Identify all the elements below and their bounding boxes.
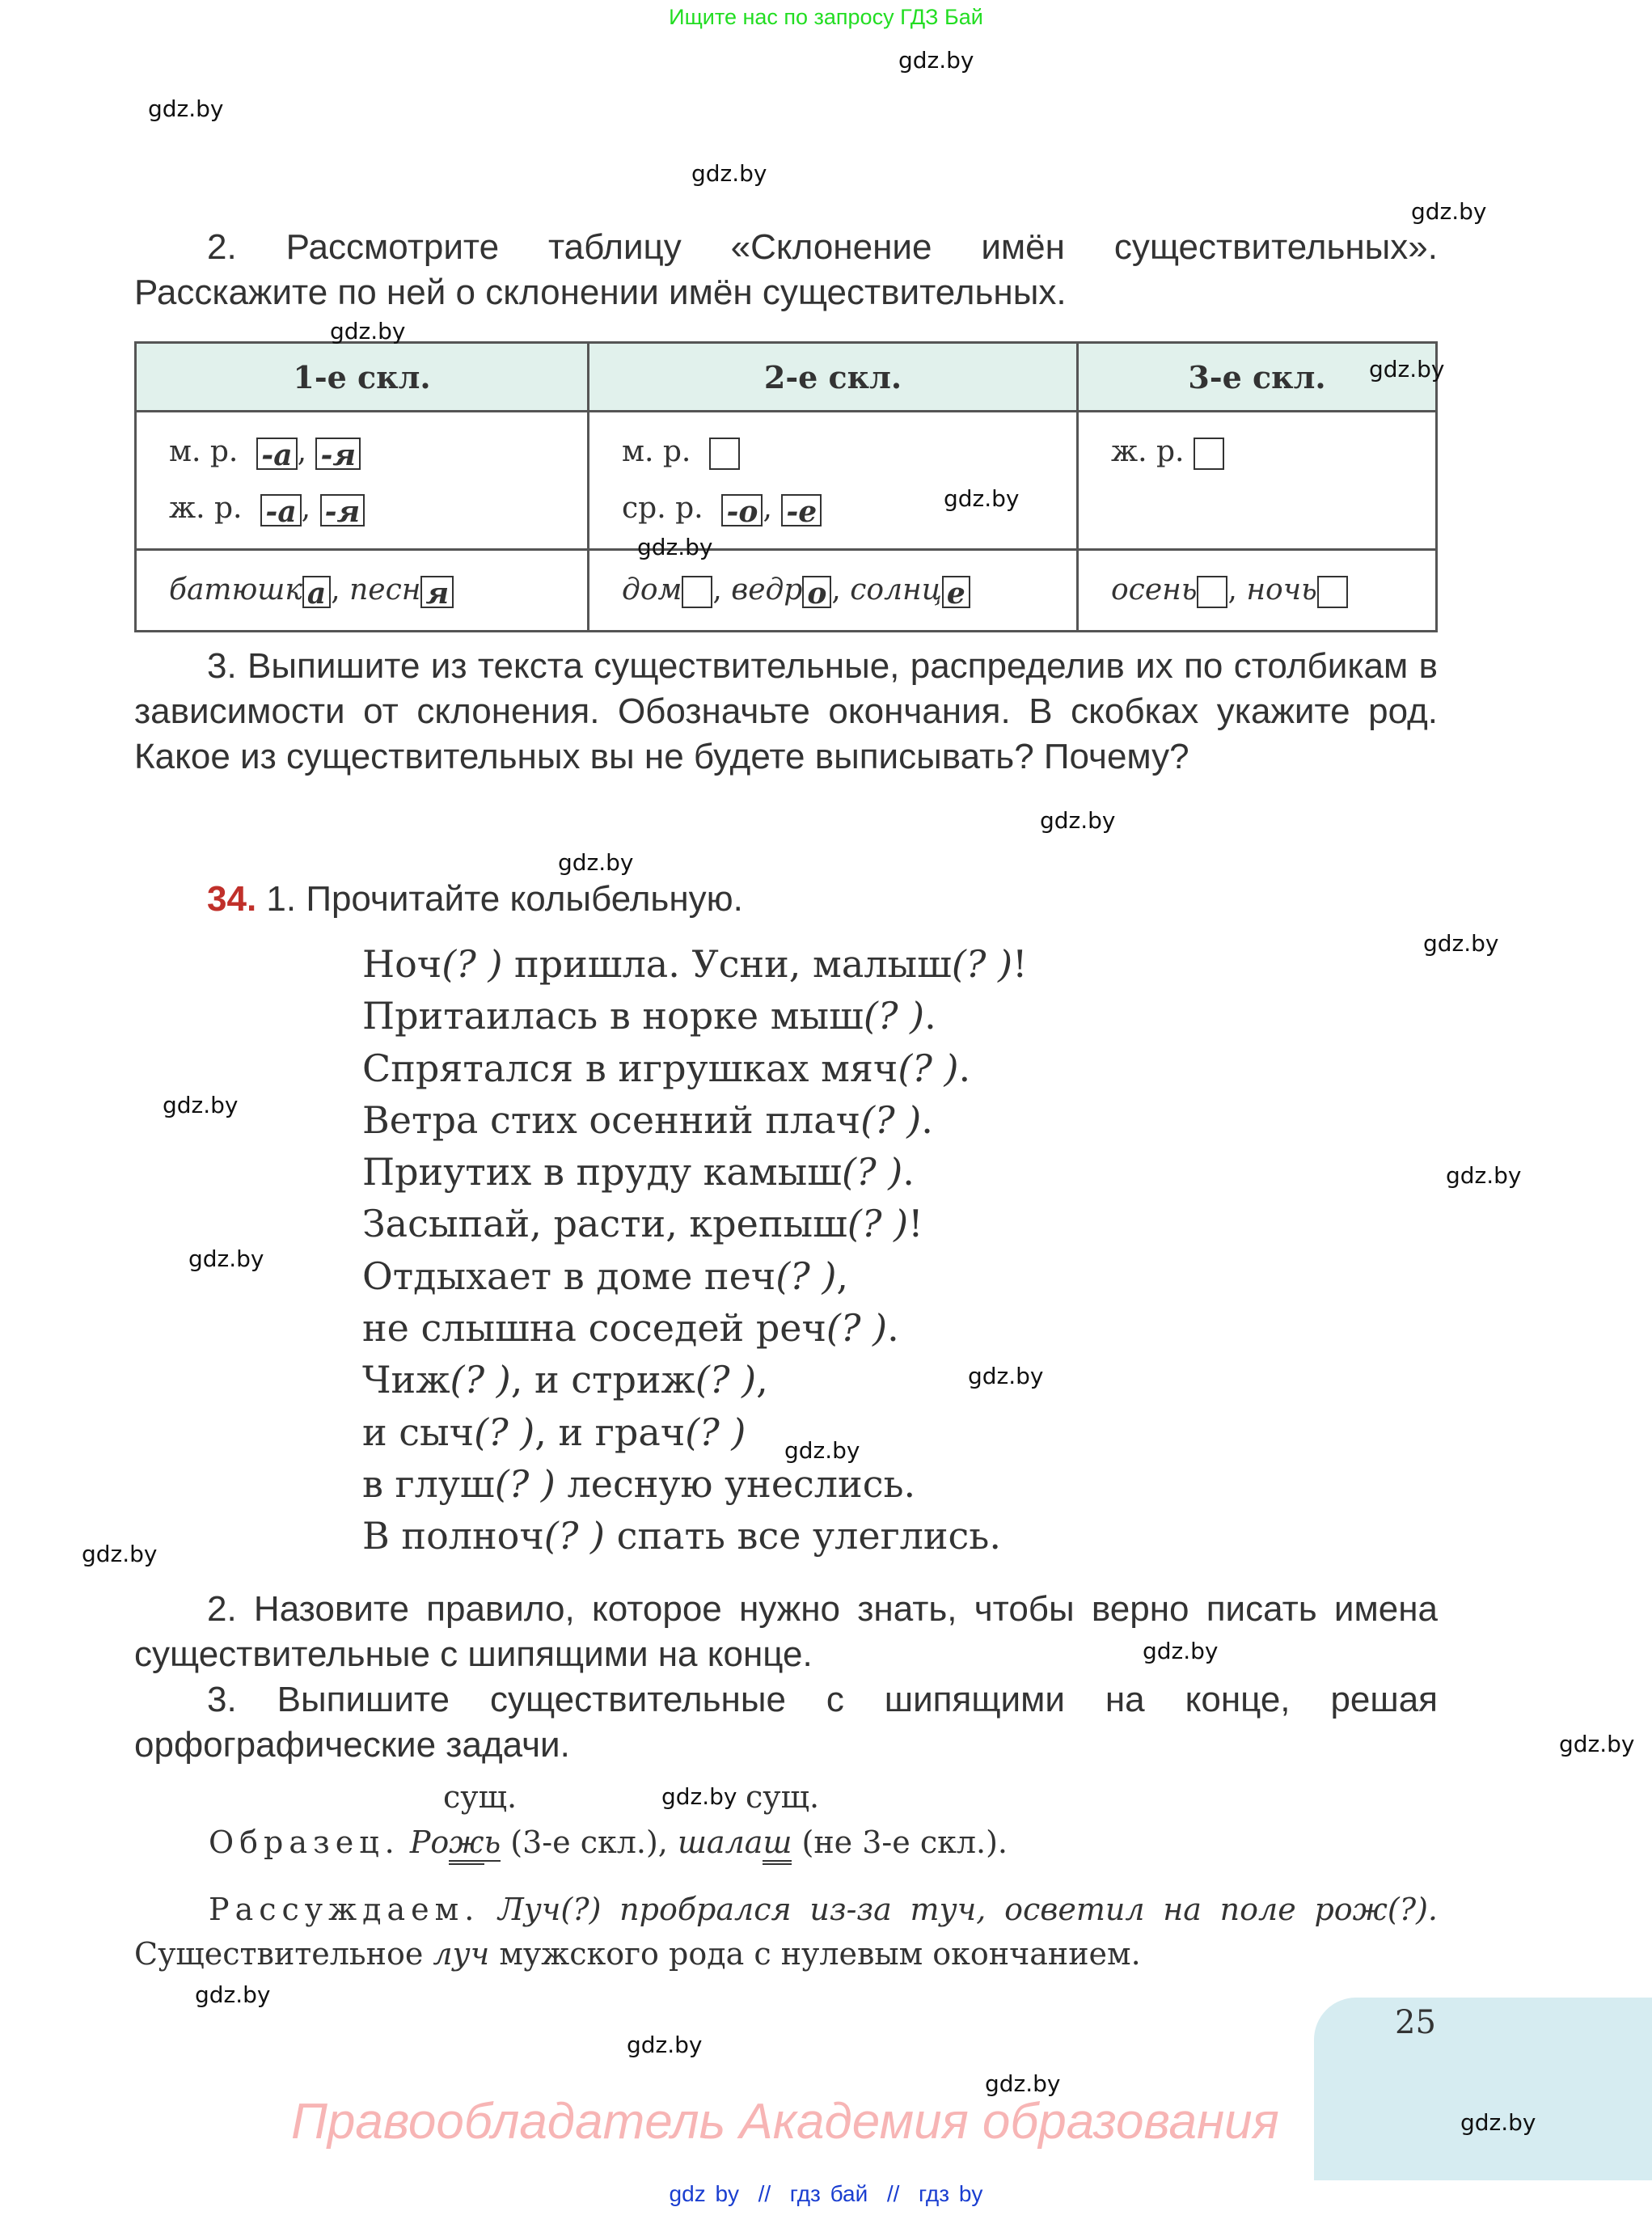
gdz-watermark: gdz.by xyxy=(1369,356,1445,383)
missing-letter-marker: (? ) xyxy=(775,1254,837,1298)
footer-link-gdz-bai[interactable]: гдз бай xyxy=(789,2181,868,2206)
ending-box: я xyxy=(420,576,454,608)
poem-line: В полноч(? ) спать все улеглись. xyxy=(362,1514,1001,1558)
decl2-neut-line: ср. р. -о , -е xyxy=(622,480,1044,537)
poem-line: Отдыхает в доме печ(? ), xyxy=(362,1254,849,1298)
poem-line: Притаилась в норке мыш(? ). xyxy=(362,994,936,1038)
gdz-watermark: gdz.by xyxy=(784,1437,860,1464)
gdz-watermark: gdz.by xyxy=(1559,1731,1635,1757)
ending-box: а xyxy=(302,576,331,608)
missing-letter-marker: (? ) xyxy=(842,1150,903,1194)
missing-letter-marker: (? ) xyxy=(847,1202,909,1246)
gdz-watermark: gdz.by xyxy=(148,95,224,122)
ending-box: -я xyxy=(320,494,365,526)
zero-ending-box xyxy=(709,438,740,470)
page-number-tab xyxy=(1314,1998,1652,2180)
gdz-watermark: gdz.by xyxy=(1446,1162,1522,1189)
decl1-masc-line: м. р. -а , -я xyxy=(169,424,555,480)
missing-letter-marker: (? ) xyxy=(442,942,503,986)
poem-line: Спрятался в игрушках мяч(? ). xyxy=(362,1046,971,1090)
poem-line: Чиж(? ), и стриж(? ), xyxy=(362,1358,768,1402)
missing-letter-marker: (? ) xyxy=(898,1046,959,1090)
missing-letter-marker: (? ) xyxy=(543,1514,605,1558)
missing-letter-marker: (? ) xyxy=(474,1410,535,1454)
exercise-34-task-1: 1. Прочитайте колыбельную. xyxy=(266,879,743,919)
table-row-endings xyxy=(136,412,1437,550)
gdz-watermark: gdz.by xyxy=(944,485,1020,512)
table-row-examples xyxy=(136,550,1437,632)
gdz-watermark: gdz.by xyxy=(188,1245,264,1272)
ending-box: е xyxy=(942,576,970,608)
ending-box: -о xyxy=(721,494,763,526)
gdz-watermark: gdz.by xyxy=(968,1363,1044,1389)
exercise-34-task-3: 3. Выпишите существительные с шипящими на конце, решая орфографические задачи. xyxy=(134,1680,1438,1765)
gdz-watermark: gdz.by xyxy=(82,1541,158,1567)
exercise-number: 34. xyxy=(207,879,257,919)
gdz-watermark: gdz.by xyxy=(898,47,974,74)
ending-box: о xyxy=(802,576,831,608)
annotation-noun-1: сущ. xyxy=(443,1779,518,1815)
poem-line: в глуш(? ) лесную унеслись. xyxy=(362,1461,916,1506)
decl3-fem-line: ж. р. xyxy=(1111,424,1403,480)
task-2-paragraph xyxy=(134,225,1438,315)
zero-ending-box xyxy=(1197,576,1227,608)
missing-letter-marker: (? ) xyxy=(863,994,925,1038)
missing-letter-marker: (? ) xyxy=(450,1358,511,1402)
cell-decl2-examples: дом , ведр о , солнц е xyxy=(589,550,1078,632)
ending-box: -а xyxy=(256,438,297,470)
cell-decl3-examples: осень , ночь xyxy=(1078,550,1437,632)
exercise-34-heading xyxy=(134,877,1438,922)
gdz-watermark: gdz.by xyxy=(691,160,767,187)
missing-letter-marker: (? ) xyxy=(695,1358,757,1402)
gdz-watermark: gdz.by xyxy=(558,849,634,876)
header-declension-3: 3-е скл. xyxy=(1078,343,1437,412)
ending-box: -е xyxy=(781,494,822,526)
gdz-watermark: gdz.by xyxy=(1411,198,1487,225)
poem-line: и сыч(? ), и грач(? ) xyxy=(362,1410,746,1454)
decl2-masc-line: м. р. xyxy=(622,424,1044,480)
gdz-watermark: gdz.by xyxy=(195,1981,271,2008)
zero-ending-box xyxy=(1194,438,1224,470)
task-2-text: 2. Рассмотрите таблицу «Склонение имён существительных». Расскажите по ней о склонении имён существительных. xyxy=(134,227,1438,312)
sample-line: Образец. Рожь (3-е скл.), шалаш (не 3-е скл.). xyxy=(209,1824,1008,1860)
missing-letter-marker: (? ) xyxy=(494,1461,556,1506)
header-declension-2: 2-е скл. xyxy=(589,343,1078,412)
top-banner: Ищите нас по запросу ГДЗ Бай xyxy=(669,5,983,29)
poem-line: Приутих в пруду камыш(? ). xyxy=(362,1150,915,1194)
sample-word-2: шалаш xyxy=(678,1824,792,1865)
table-header-row xyxy=(136,343,1437,412)
rights-holder-watermark: Правообладатель Академия образования xyxy=(291,2094,1279,2150)
footer-link-gdz-by[interactable]: gdz by xyxy=(669,2181,740,2206)
zero-ending-box xyxy=(682,576,712,608)
cell-decl3-endings xyxy=(1078,412,1437,550)
ending-box: -а xyxy=(260,494,301,526)
gdz-watermark: gdz.by xyxy=(1040,807,1116,834)
footer-links: gdz by // гдз бай // гдз by xyxy=(669,2181,983,2206)
cell-decl1-endings xyxy=(136,412,589,550)
reasoning-paragraph: Рассуждаем. Луч(?) пробрался из-за туч, осветил на поле рож(?). Существительное луч мужского рода с нулевым окончанием. xyxy=(134,1892,1438,1972)
gdz-watermark: gdz.by xyxy=(1143,1638,1219,1664)
sample-word-1: Рожь xyxy=(410,1824,501,1865)
missing-letter-marker: (? ) xyxy=(951,942,1013,986)
gdz-watermark: gdz.by xyxy=(163,1092,239,1118)
lullaby-poem xyxy=(362,938,1028,1562)
annotation-noun-2: сущ. xyxy=(746,1779,820,1815)
zero-ending-box xyxy=(1317,576,1348,608)
gdz-watermark: gdz.by xyxy=(1423,930,1499,957)
gdz-watermark: gdz.by xyxy=(1460,2109,1536,2136)
header-declension-1: 1-е скл. xyxy=(136,343,589,412)
sample-label: Образец. xyxy=(209,1824,400,1860)
declension-table xyxy=(134,341,1438,632)
reasoning-label: Рассуждаем. xyxy=(209,1892,480,1927)
gdz-watermark: gdz.by xyxy=(985,2070,1061,2097)
task-3-paragraph xyxy=(134,644,1438,780)
poem-line: Засыпай, расти, крепыш(? )! xyxy=(362,1202,923,1246)
poem-line: Ноч(? ) пришла. Усни, малыш(? )! xyxy=(362,942,1028,986)
missing-letter-marker: (? ) xyxy=(826,1306,888,1351)
gdz-watermark: gdz.by xyxy=(661,1783,737,1810)
task-3-text: 3. Выпишите из текста существительные, распределив их по столбикам в зависимости от склонения. Обозначьте окончания. В скобках укажите род. Какое из существительных вы не будете выписывать? Почему? xyxy=(134,646,1438,776)
gdz-watermark: gdz.by xyxy=(627,2032,703,2058)
gdz-watermark: gdz.by xyxy=(637,534,713,560)
ending-box: -я xyxy=(315,438,361,470)
poem-line: Ветра стих осенний плач(? ). xyxy=(362,1097,933,1142)
footer-link-gdz-by-cyr[interactable]: гдз by xyxy=(918,2181,983,2206)
poem-line: не слышна соседей реч(? ). xyxy=(362,1306,899,1351)
gdz-watermark: gdz.by xyxy=(330,318,406,345)
decl1-fem-line: ж. р. -а , -я xyxy=(169,480,555,537)
missing-letter-marker: (? ) xyxy=(685,1410,746,1454)
cell-decl2-endings xyxy=(589,412,1078,550)
page-number: 25 xyxy=(1395,2004,1436,2041)
missing-letter-marker: (? ) xyxy=(860,1097,922,1142)
cell-decl1-examples: батюшк а , песн я xyxy=(136,550,589,632)
exercise-34-task-2: 2. Назовите правило, которое нужно знать, чтобы верно писать имена существительные с шипящими на конце. xyxy=(134,1589,1438,1674)
